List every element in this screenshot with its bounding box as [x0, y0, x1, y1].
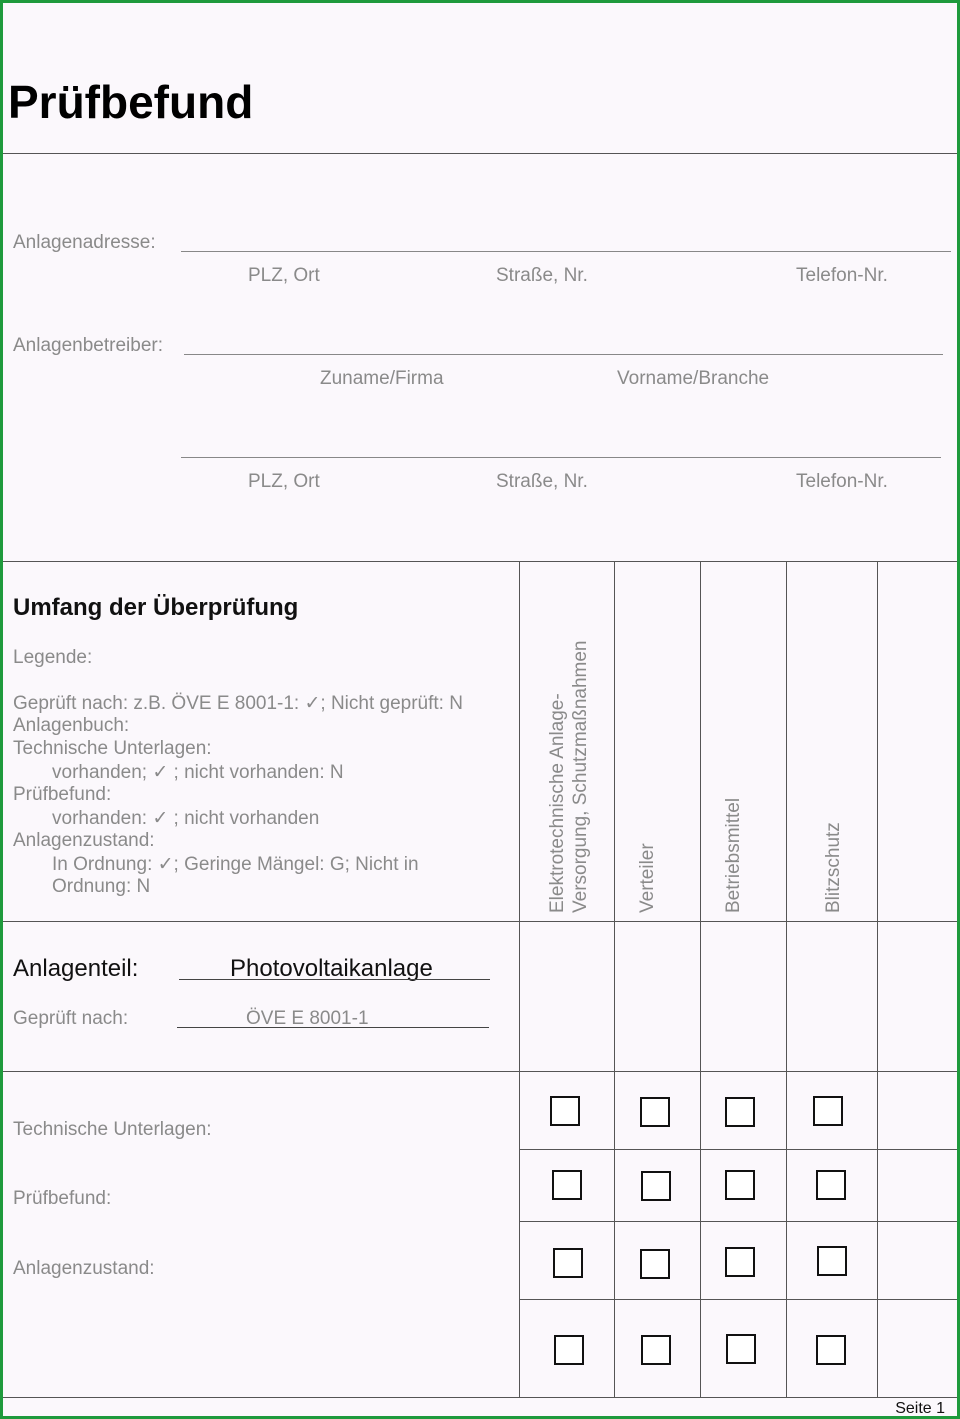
checkbox-pruefbefund-betriebsmittel[interactable]	[725, 1170, 755, 1200]
geprueft-nach-label: Geprüft nach:	[13, 1008, 129, 1029]
column-divider-4	[786, 561, 787, 1397]
column-header-line: Versorgung, Schutzmaßnahmen	[570, 640, 591, 913]
checkbox-row4-blitzschutz[interactable]	[816, 1335, 846, 1365]
row-label-technische-unterlagen: Technische Unterlagen:	[13, 1119, 212, 1140]
anlagenteil-row-divider	[3, 1071, 960, 1072]
anlagenteil-underline	[179, 979, 490, 980]
column-header-line: Elektrotechnische Anlage-	[547, 693, 568, 913]
column-header-betriebsmittel	[722, 798, 745, 913]
title-divider	[3, 153, 960, 154]
table-top-border	[3, 561, 960, 562]
legend-label: Legende:	[13, 647, 93, 668]
checkbox-anlagenzustand-blitzschutz[interactable]	[817, 1246, 847, 1276]
legend-line: Anlagenbuch:	[13, 715, 130, 736]
checkbox-row4-verteiler[interactable]	[641, 1335, 671, 1365]
column-divider-3	[700, 561, 701, 1397]
grid-row-divider-3	[519, 1299, 960, 1300]
geprueft-nach-underline	[177, 1027, 489, 1028]
plz-ort-caption-2: PLZ, Ort	[248, 471, 320, 492]
telefon-caption-2: Telefon-Nr.	[796, 471, 888, 492]
anlagenteil-label: Anlagenteil:	[13, 955, 139, 982]
page-number: Seite 1	[895, 1400, 945, 1417]
column-header-elektrotechnische-anlage	[546, 641, 592, 914]
legend-line: In Ordnung: ✓; Geringe Mängel: G; Nicht in	[52, 854, 419, 875]
checkbox-anlagenzustand-elektrotechnische[interactable]	[553, 1248, 583, 1278]
column-header-line: Betriebsmittel	[723, 797, 744, 913]
header-row-divider	[3, 921, 960, 922]
column-header-verteiler	[636, 843, 659, 913]
column-divider-1	[519, 561, 520, 1397]
checkbox-row4-betriebsmittel[interactable]	[726, 1334, 756, 1364]
telefon-caption: Telefon-Nr.	[796, 265, 888, 286]
table-bottom-border	[3, 1397, 960, 1398]
column-divider-2	[614, 561, 615, 1397]
checkbox-technische-unterlagen-verteiler[interactable]	[640, 1097, 670, 1127]
scope-heading: Umfang der Überprüfung	[13, 594, 299, 621]
checkbox-technische-unterlagen-elektrotechnische[interactable]	[550, 1096, 580, 1126]
legend-line: Ordnung: N	[52, 876, 151, 897]
legend-line: vorhanden: ✓ ; nicht vorhanden	[52, 808, 320, 829]
checkbox-technische-unterlagen-blitzschutz[interactable]	[813, 1096, 843, 1126]
plz-ort-caption: PLZ, Ort	[248, 265, 320, 286]
row-label-anlagenzustand: Anlagenzustand:	[13, 1258, 155, 1279]
legend-line: Prüfbefund:	[13, 784, 112, 805]
legend-line: Anlagenzustand:	[13, 830, 155, 851]
checkbox-pruefbefund-elektrotechnische[interactable]	[552, 1170, 582, 1200]
anlagenadresse-label: Anlagenadresse:	[13, 232, 156, 253]
strasse-caption: Straße, Nr.	[496, 265, 588, 286]
vorname-caption: Vorname/Branche	[617, 368, 770, 389]
anlagenbetreiber-address-field[interactable]	[181, 457, 941, 458]
anlagenbetreiber-name-field[interactable]	[184, 354, 943, 355]
legend-line: vorhanden; ✓ ; nicht vorhanden: N	[52, 762, 344, 783]
column-divider-5	[877, 561, 878, 1397]
grid-row-divider-2	[519, 1221, 960, 1222]
anlagenteil-value[interactable]: Photovoltaikanlage	[230, 955, 433, 982]
legend-line: Technische Unterlagen:	[13, 738, 212, 759]
checkbox-anlagenzustand-verteiler[interactable]	[640, 1249, 670, 1279]
legend-line: Geprüft nach: z.B. ÖVE E 8001-1: ✓; Nicht geprüft: N	[13, 693, 463, 714]
column-header-blitzschutz	[822, 822, 845, 913]
strasse-caption-2: Straße, Nr.	[496, 471, 588, 492]
checkbox-pruefbefund-blitzschutz[interactable]	[816, 1170, 846, 1200]
grid-row-divider-1	[519, 1149, 960, 1150]
column-header-line: Blitzschutz	[823, 822, 844, 913]
checkbox-row4-elektrotechnische[interactable]	[554, 1335, 584, 1365]
anlagenadresse-field[interactable]	[181, 251, 951, 252]
checkbox-technische-unterlagen-betriebsmittel[interactable]	[725, 1097, 755, 1127]
anlagenbetreiber-label: Anlagenbetreiber:	[13, 335, 163, 356]
checkbox-anlagenzustand-betriebsmittel[interactable]	[725, 1247, 755, 1277]
column-header-line: Verteiler	[637, 843, 658, 913]
zuname-caption: Zuname/Firma	[320, 368, 444, 389]
geprueft-nach-value[interactable]: ÖVE E 8001-1	[246, 1008, 369, 1029]
checkbox-pruefbefund-verteiler[interactable]	[641, 1171, 671, 1201]
page-title: Prüfbefund	[8, 76, 254, 128]
row-label-pruefbefund: Prüfbefund:	[13, 1188, 112, 1209]
